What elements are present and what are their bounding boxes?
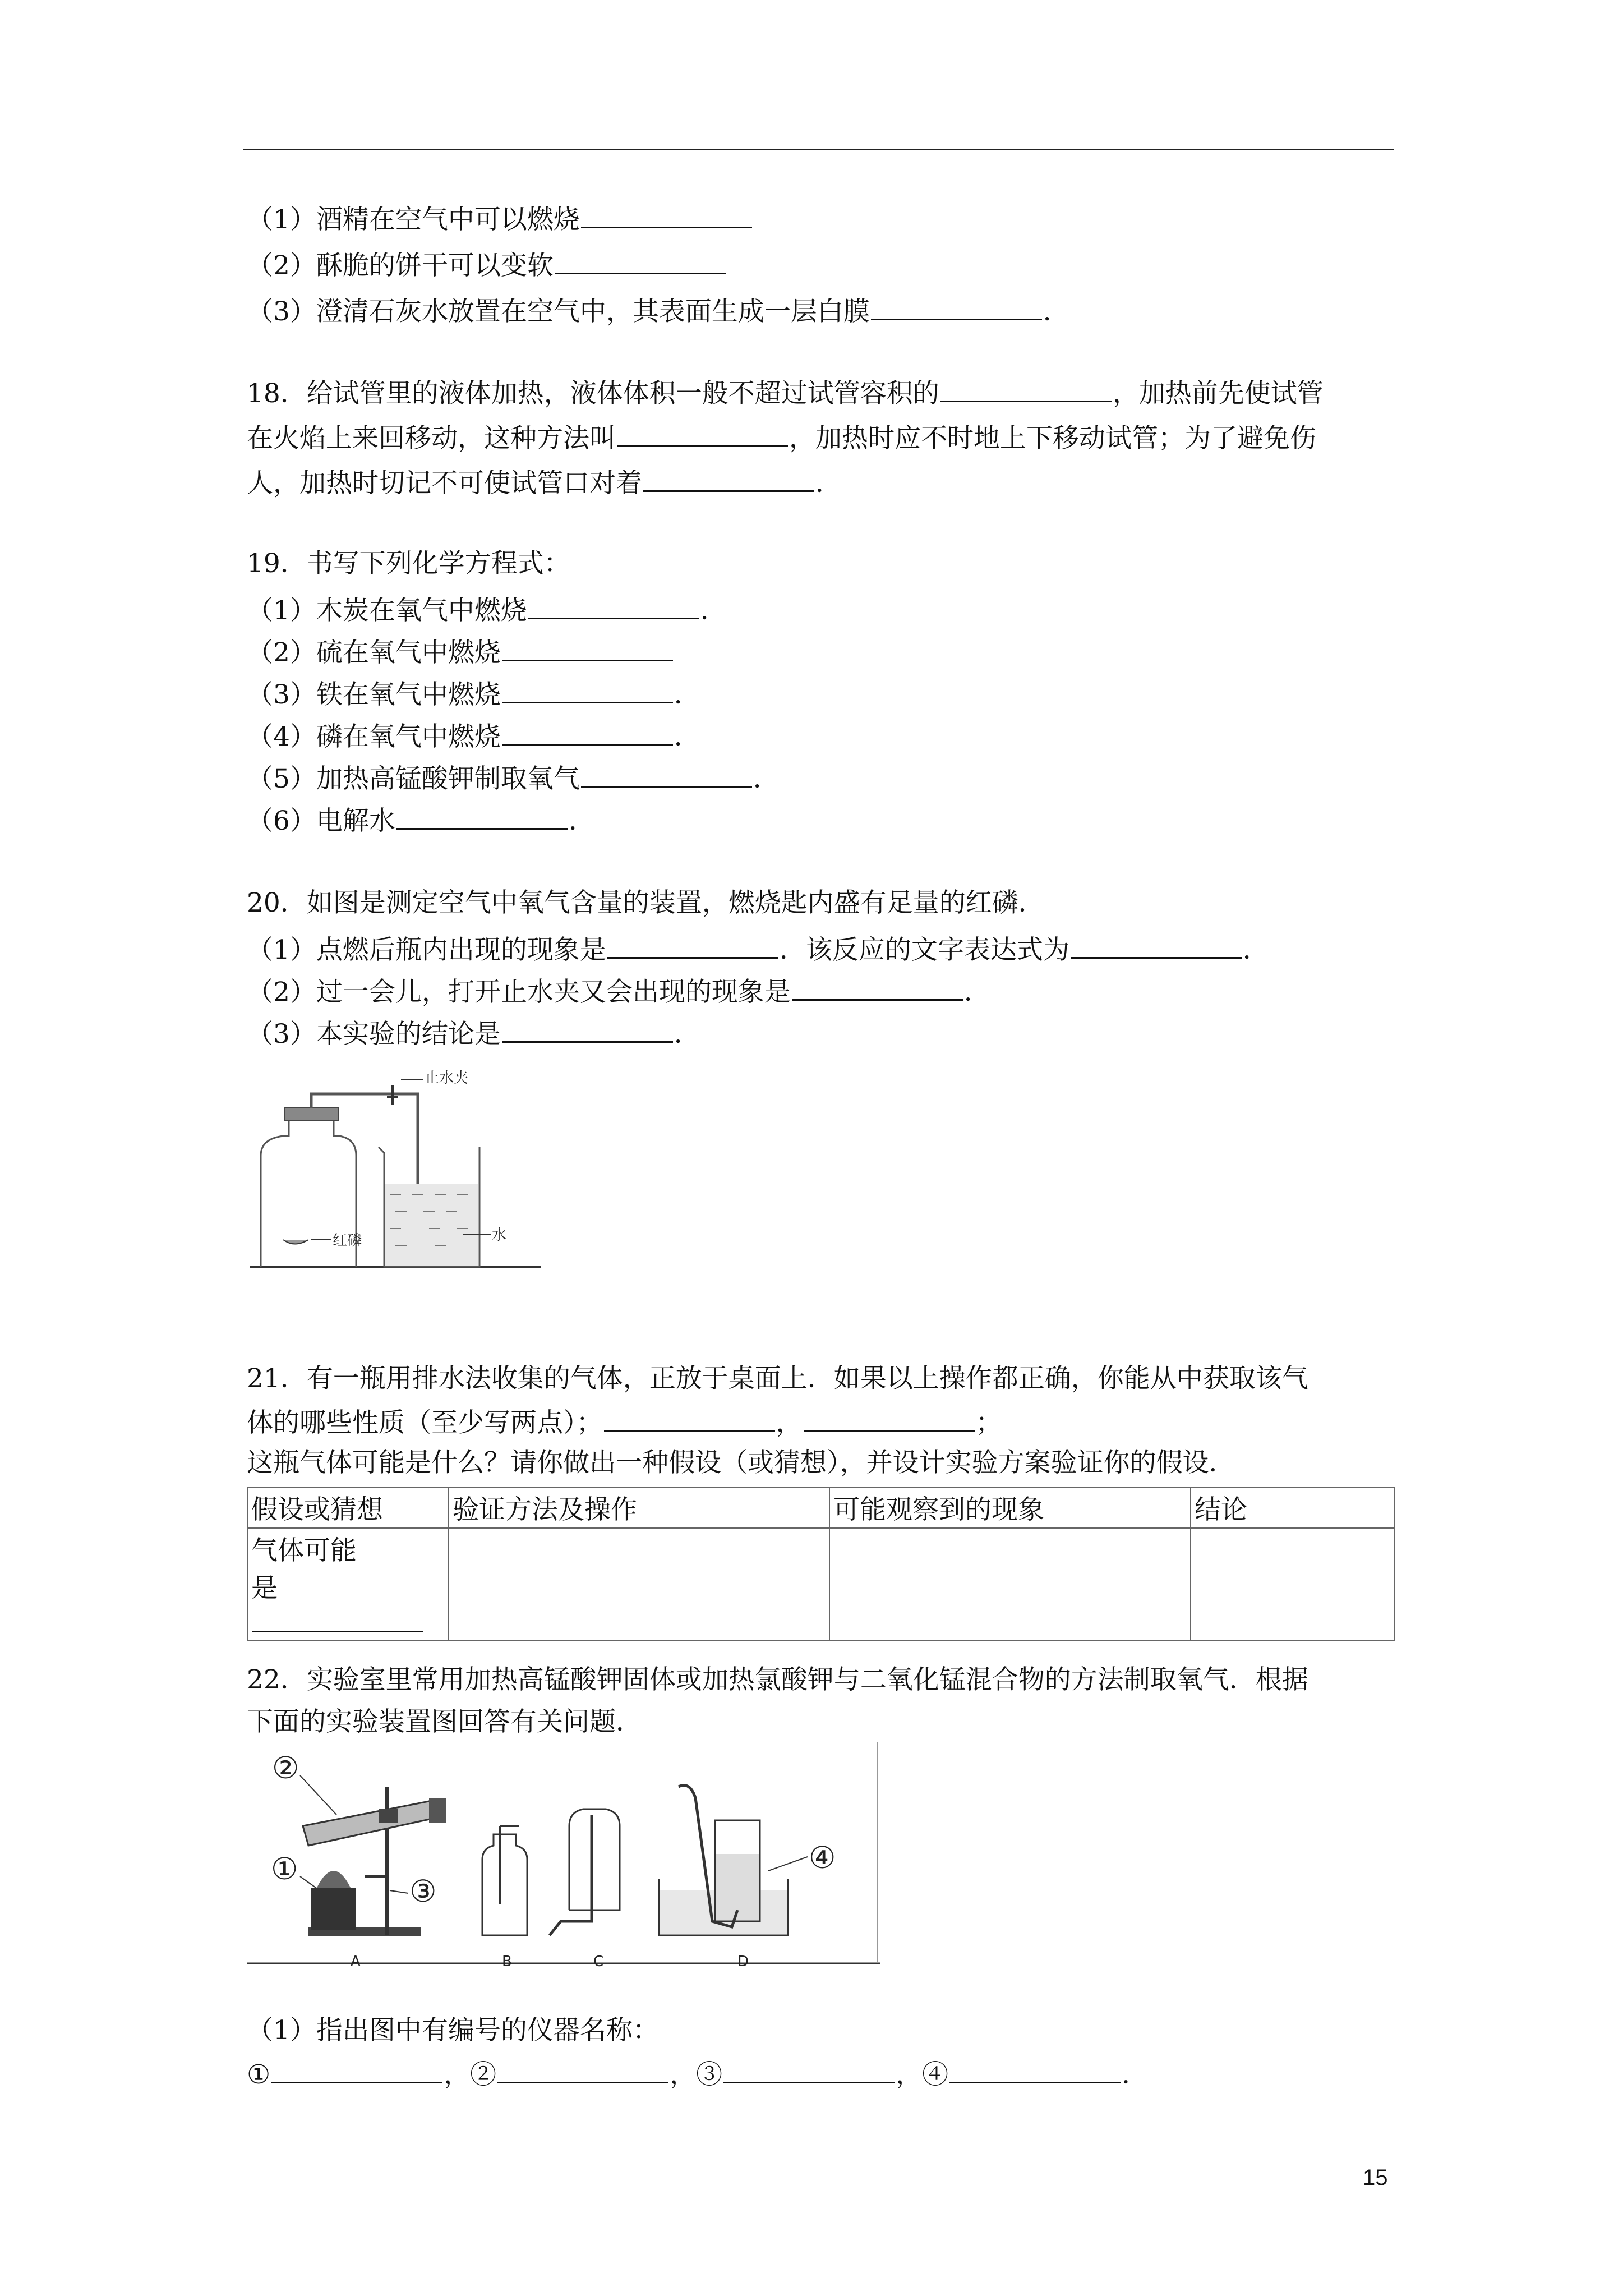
water-in-beaker [385,1184,478,1266]
clamp-label: 止水夹 [425,1070,469,1087]
q20-stem: 20．如图是测定空气中氧气含量的装置，燃烧匙内盛有足量的红磷． [247,887,1045,918]
answer-blank[interactable] [252,1605,423,1632]
q18-line-1: 18．给试管里的液体加热，液体体积一般不超过试管容积的 ，加热前先使试管 [247,375,1324,411]
phosphorus-label: 红磷 [333,1232,362,1249]
page-number: 15 [1363,2165,1388,2190]
q18-line-2: 在火焰上来回移动，这种方法叫 ，加热时应不时地上下移动试管；为了避免伤 [247,420,1316,455]
table-header-row [247,1487,1395,1528]
oxygen-measurement-apparatus-figure [250,1055,541,1271]
header-rule [243,149,1394,150]
q18-line-3: 人，加热时切记不可使试管口对着 ． [247,464,842,500]
table-row [247,1528,1395,1641]
q21-line-2: 体的哪些性质（至少写两点）； ， ； [247,1404,1002,1440]
q20-item-3: （3）本实验的结论是 ． [247,1015,700,1051]
q17-item-3: （3）澄清石灰水放置在空气中，其表面生成一层白膜 ． [247,293,1069,329]
q17-item-2-text: （2）酥脆的饼干可以变软 [247,250,554,281]
answer-blank[interactable] [528,592,699,619]
table-cell-phenomenon[interactable] [829,1528,1191,1641]
q19-item-4: （4）磷在氧气中燃烧 ． [247,718,700,754]
answer-blank[interactable] [502,1015,673,1043]
q17-item-1 [247,201,753,237]
q22-sub-1-answers: ① ，② ，③ ，④ ． [247,2056,1148,2092]
q19-item-2: （2）硫在氧气中燃烧 [247,634,674,670]
answer-blank[interactable] [949,2056,1121,2083]
oxygen-lab-apparatus-figure [247,1742,880,1972]
table-header-hypothesis: 假设或猜想 [247,1487,449,1528]
q22-line-1: 22．实验室里常用加热高锰酸钾固体或加热氯酸钾与二氧化锰混合物的方法制取氧气．根据 [247,1664,1308,1695]
answer-blank[interactable] [502,634,673,661]
answer-blank[interactable] [581,201,752,228]
q17-item-1-text: （1）酒精在空气中可以燃烧 [247,204,580,235]
answer-blank[interactable] [502,718,673,746]
table-cell-conclusion[interactable] [1191,1528,1395,1641]
answer-blank[interactable] [396,802,568,830]
marker-2: ② [272,1750,299,1786]
answer-blank[interactable] [581,760,752,788]
q20-item-1: （1）点燃后瓶内出现的现象是 ．该反应的文字表达式为 ． [247,931,1269,967]
q19-item-3: （3）铁在氧气中燃烧 ． [247,676,700,712]
q19-stem: 19．书写下列化学方程式： [247,548,570,579]
table-cell-hypothesis: 气体可能 是 [247,1528,449,1641]
q19-item-6: （6）电解水 ． [247,802,595,838]
answer-blank[interactable] [555,247,726,274]
q20-item-2: （2）过一会儿，打开止水夹又会出现的现象是 ． [247,973,990,1009]
answer-blank[interactable] [617,420,788,447]
answer-blank[interactable] [607,931,778,959]
marker-4: ④ [809,1840,836,1875]
table-cell-method[interactable] [449,1528,829,1641]
hypothesis-table [247,1487,1395,1641]
label-c: C [593,1953,604,1970]
q17-item-2 [247,247,727,283]
label-a: A [351,1953,361,1970]
figure-background [247,1742,880,1972]
answer-blank[interactable] [497,2056,668,2083]
bottle-stopper [284,1108,338,1120]
table-header-method: 验证方法及操作 [449,1487,829,1528]
answer-blank[interactable] [792,973,963,1001]
marker-3: ③ [409,1874,437,1909]
answer-blank[interactable] [1071,931,1242,959]
answer-blank[interactable] [940,375,1112,402]
answer-blank[interactable] [871,293,1042,320]
answer-blank[interactable] [804,1404,975,1432]
answer-blank[interactable] [643,464,814,492]
answer-blank[interactable] [723,2056,895,2083]
q17-item-3-text: （3）澄清石灰水放置在空气中，其表面生成一层白膜 [247,296,870,327]
answer-blank[interactable] [271,2056,442,2083]
answer-blank[interactable] [604,1404,775,1432]
q21-line-1: 21．有一瓶用排水法收集的气体，正放于桌面上．如果以上操作都正确，你能从中获取该气 [247,1363,1308,1394]
label-b: B [502,1953,512,1970]
answer-blank[interactable] [502,676,673,703]
table-header-conclusion: 结论 [1191,1487,1395,1528]
label-d: D [737,1953,749,1970]
q19-item-1: （1）木炭在氧气中燃烧 ． [247,592,727,628]
marker-1: ① [271,1851,298,1887]
table-header-phenomenon: 可能观察到的现象 [829,1487,1191,1528]
water-label: 水 [492,1227,507,1244]
q19-item-5: （5）加热高锰酸钾制取氧气 ． [247,760,780,796]
q21-line-3: 这瓶气体可能是什么？请你做出一种假设（或猜想），并设计实验方案验证你的假设． [247,1447,1235,1478]
q22-sub-1: （1）指出图中有编号的仪器名称： [247,2015,659,2046]
q22-line-2: 下面的实验装置图回答有关问题． [247,1706,642,1737]
